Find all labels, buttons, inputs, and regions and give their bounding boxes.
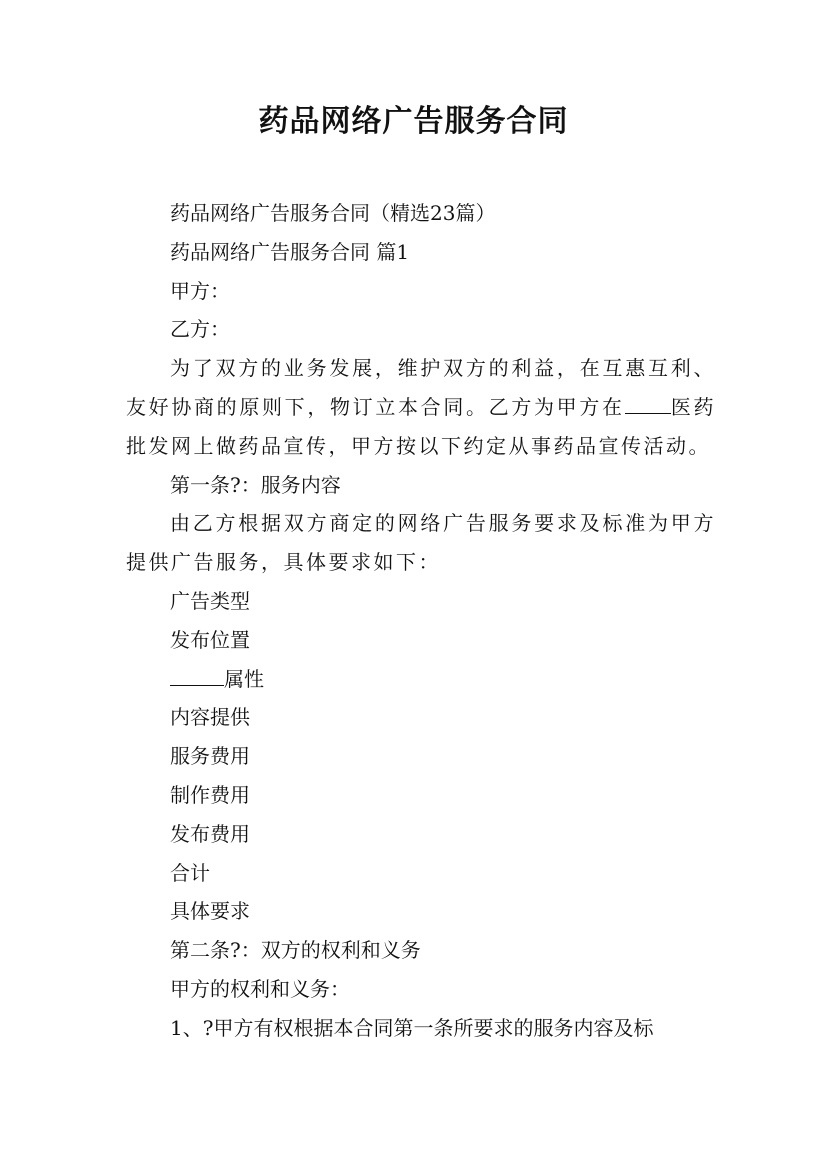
blank-line [625,391,671,414]
attribute-label: 属性 [224,666,264,691]
article-two-heading: 第二条?：双方的权利和义务 [170,938,421,963]
preamble-text-start: 为了双方的业务发展，维护双方的利益，在互惠互利、友好协商的原则下，物订立本合同。乙方为甲方在 [126,356,716,419]
list-item: 内容提供 [170,705,250,730]
document-body [126,194,716,1048]
subtitle-paragraph: 药品网络广告服务合同（精选23篇） [170,201,496,225]
list-item: 发布位置 [170,627,250,652]
preamble-paragraph [126,349,716,465]
service-description-paragraph: 由乙方根据双方商定的网络广告服务要求及标准为甲方提供广告服务，具体要求如下： [126,511,716,575]
blank-line [170,663,224,686]
party-b-line: 乙方： [170,317,230,342]
article-one-heading: 第一条?：服务内容 [170,472,341,497]
list-item: 具体要求 [170,899,250,924]
list-item: 制作费用 [170,782,250,807]
section-heading: 药品网络广告服务合同 篇1 [170,239,410,264]
list-item: 服务费用 [170,744,250,769]
document-title: 药品网络广告服务合同 [258,104,569,139]
list-item: 广告类型 [170,588,250,613]
list-item [126,660,716,699]
list-item: 发布费用 [170,821,250,846]
party-a-line: 甲方： [170,278,230,303]
list-item: 合计 [170,860,210,885]
clause-paragraph: 1、?甲方有权根据本合同第一条所要求的服务内容及标 [170,1015,654,1040]
party-a-rights-heading: 甲方的权利和义务： [170,976,350,1001]
preamble-text-end: 医药批发网上做药品宣传，甲方按以下约定从事药品宣传活动。 [126,394,717,458]
